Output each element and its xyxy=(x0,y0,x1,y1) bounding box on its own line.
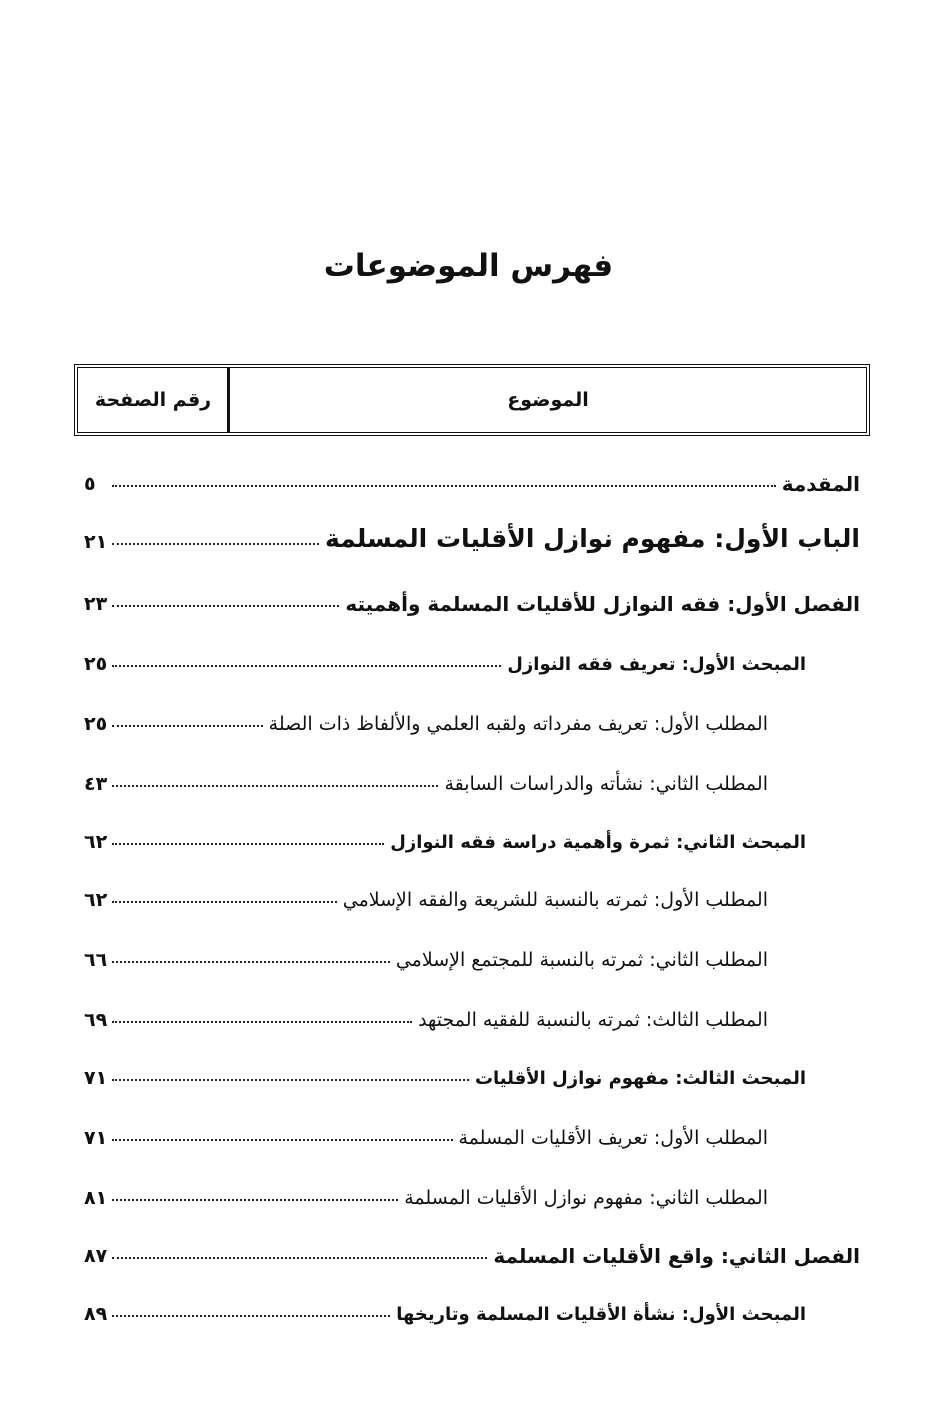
toc-entry-section xyxy=(84,814,806,854)
toc-entry-subsection xyxy=(84,1170,768,1210)
toc-entry-title: المقدمة xyxy=(781,472,860,496)
toc-dot-leader xyxy=(112,1257,487,1259)
toc-entry-page: ٦٢ xyxy=(84,831,108,854)
toc-entry-part xyxy=(84,514,860,554)
table-header xyxy=(74,364,870,436)
toc-entry-title: المطلب الأول: تعريف الأقليات المسلمة xyxy=(458,1127,768,1150)
toc-entry-title: الباب الأول: مفهوم نوازل الأقليات المسلمة xyxy=(324,524,860,553)
toc-entry-section xyxy=(84,1286,806,1326)
toc-entry-title: المطلب الثالث: ثمرته بالنسبة للفقيه المجتهد xyxy=(418,1009,768,1032)
toc-dot-leader xyxy=(112,1079,469,1081)
toc-entry-title: الفصل الأول: فقه النوازل للأقليات المسلمة وأهميته xyxy=(345,592,860,616)
toc-entry-page: ٢١ xyxy=(84,531,108,554)
toc-dot-leader xyxy=(112,961,390,963)
toc-dot-leader xyxy=(112,1199,398,1201)
toc-entry-subsection xyxy=(84,872,768,912)
toc-entry-subsection xyxy=(84,992,768,1032)
toc-entry-subsection xyxy=(84,1110,768,1150)
toc-entry-page: ٢٥ xyxy=(84,653,108,676)
toc-dot-leader xyxy=(112,605,339,607)
toc-entry-title: المطلب الثاني: نشأته والدراسات السابقة xyxy=(444,773,768,796)
toc-dot-leader xyxy=(112,901,337,903)
toc-entry-chapter xyxy=(84,576,860,616)
toc-entry-title: المطلب الثاني: مفهوم نوازل الأقليات المسلمة xyxy=(404,1187,768,1210)
toc-dot-leader xyxy=(112,1021,412,1023)
toc-dot-leader xyxy=(112,665,501,667)
toc-entry-section xyxy=(84,636,806,676)
toc-entry-title: المبحث الأول: نشأة الأقليات المسلمة وتاريخها xyxy=(396,1304,806,1326)
toc-entry-title: المطلب الأول: تعريف مفرداته ولقبه العلمي والألفاظ ذات الصلة xyxy=(268,713,768,736)
toc-entry-page: ٧١ xyxy=(84,1067,108,1090)
page-title: فهرس الموضوعات xyxy=(323,248,614,284)
toc-entry-chapter xyxy=(84,1228,860,1268)
toc-entry-title: المبحث الأول: تعريف فقه النوازل xyxy=(507,654,806,676)
toc-entry-title: المطلب الثاني: ثمرته بالنسبة للمجتمع الإسلامي xyxy=(395,949,768,972)
toc-entry-page: ٧١ xyxy=(84,1127,108,1150)
toc-entry-page: ٥ xyxy=(84,473,96,496)
toc-dot-leader xyxy=(112,785,438,787)
toc-entry-page: ٨١ xyxy=(84,1187,108,1210)
toc-entry-title: الفصل الثاني: واقع الأقليات المسلمة xyxy=(493,1244,860,1268)
toc-dot-leader xyxy=(112,485,776,487)
toc-entry-page: ٦٢ xyxy=(84,889,108,912)
toc-entry-subsection xyxy=(84,756,768,796)
page-number-column-header: رقم الصفحة xyxy=(94,389,212,411)
toc-dot-leader xyxy=(112,843,384,845)
toc-entry-subsection xyxy=(84,932,768,972)
toc-entry-page: ٢٥ xyxy=(84,713,108,736)
toc-dot-leader xyxy=(112,543,319,545)
toc-entry-introduction xyxy=(84,456,860,496)
topic-column-header: الموضوع xyxy=(507,389,589,411)
toc-entry-title: المطلب الأول: ثمرته بالنسبة للشريعة والفقه الإسلامي xyxy=(342,889,768,912)
toc-dot-leader xyxy=(112,725,263,727)
toc-entry-subsection xyxy=(84,696,768,736)
toc-entry-page: ٨٧ xyxy=(84,1245,108,1268)
toc-entry-title: المبحث الثاني: ثمرة وأهمية دراسة فقه النوازل xyxy=(390,832,806,854)
toc-entry-page: ٢٣ xyxy=(84,593,108,616)
toc-entry-page: ٤٣ xyxy=(84,773,108,796)
toc-entry-title: المبحث الثالث: مفهوم نوازل الأقليات xyxy=(474,1068,806,1090)
toc-dot-leader xyxy=(112,1139,453,1141)
toc-dot-leader xyxy=(112,1315,390,1317)
toc-entry-page: ٦٩ xyxy=(84,1009,108,1032)
toc-entry-page: ٨٩ xyxy=(84,1303,108,1326)
toc-entry-section xyxy=(84,1050,806,1090)
toc-entry-page: ٦٦ xyxy=(84,949,108,972)
